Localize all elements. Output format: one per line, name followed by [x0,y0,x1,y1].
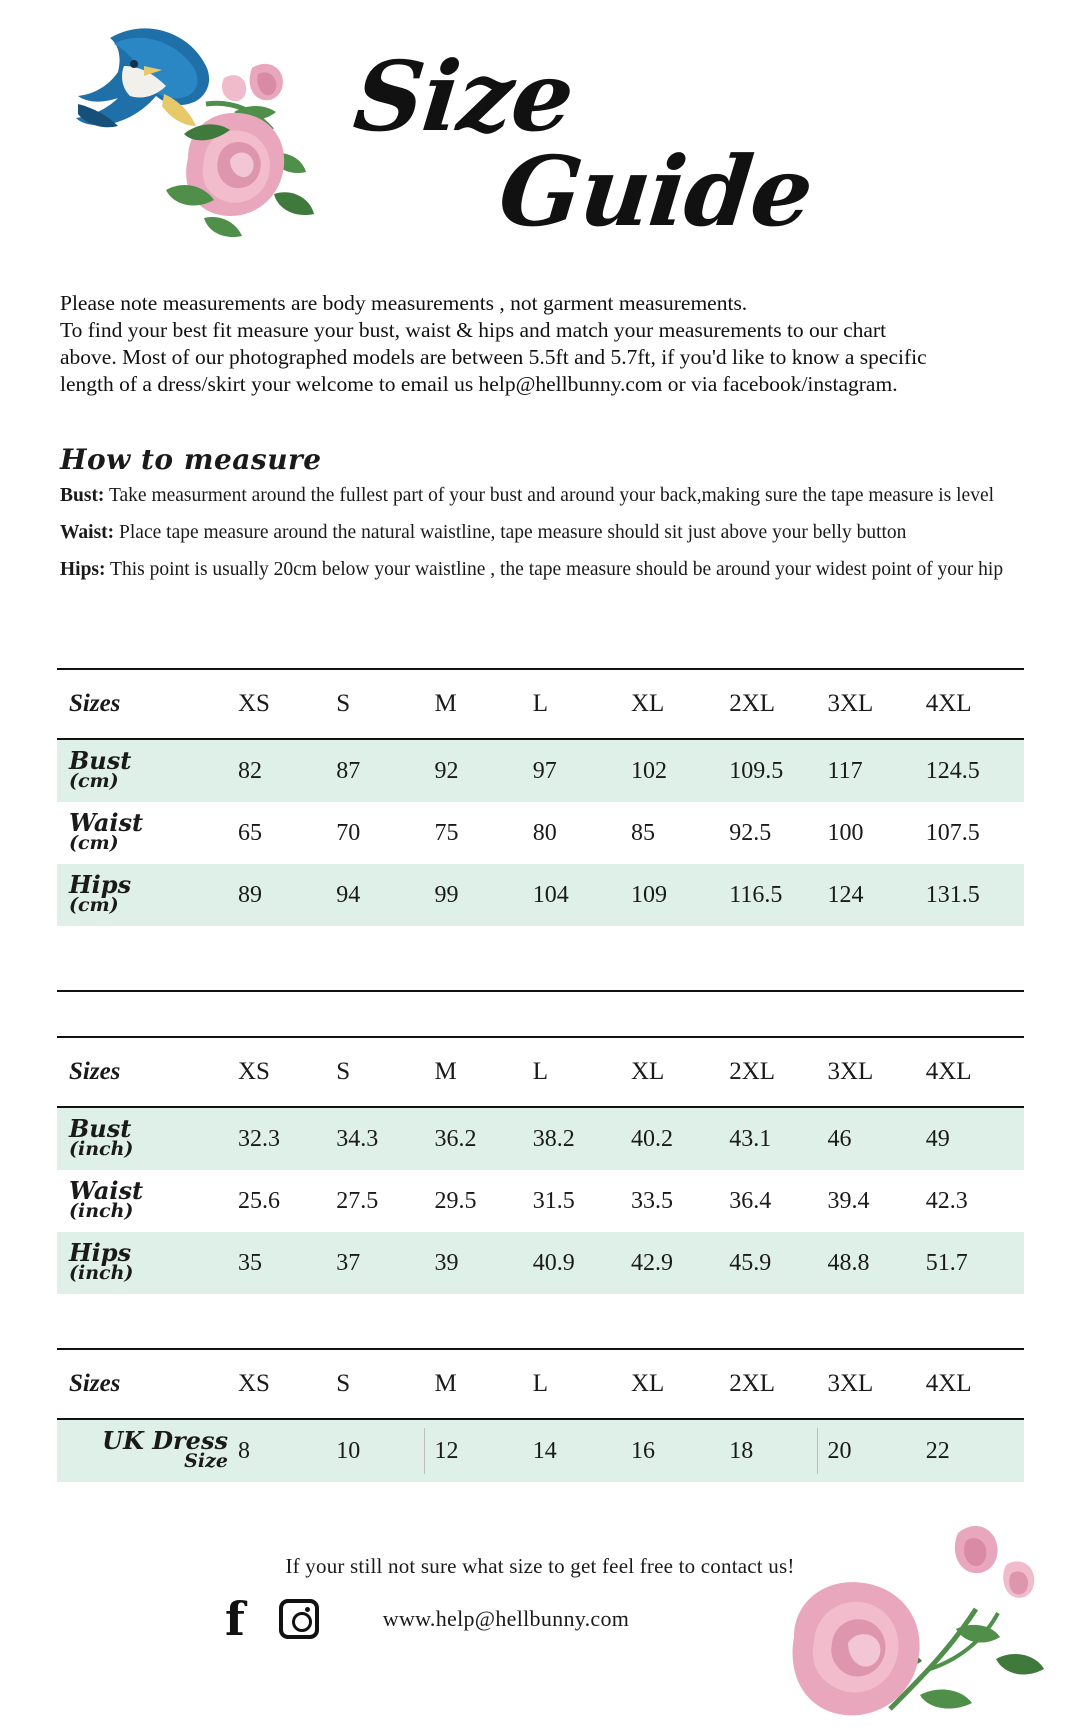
cell-waist-cm-3xl: 100 [827,819,864,846]
size-table-uk [57,1348,1024,1482]
cell-hips-inch-s: 37 [336,1249,361,1276]
cell-uk-l: 14 [532,1437,557,1464]
measure-waist-row [60,520,1035,545]
bird-and-rose-icon [38,8,318,258]
table-row [57,1107,1024,1170]
cell-bust-cm-xl: 102 [630,757,667,784]
col-header-l: L [533,1037,631,1107]
col-header-l: L [533,669,631,739]
table-title-sizes: Sizes [57,1349,238,1419]
col-header-3xl: 3XL [827,1349,925,1419]
table-header-row [57,1349,1024,1419]
table-row [57,1419,1024,1482]
cell-uk-4xl: 22 [925,1437,950,1464]
cell-bust-cm-3xl: 117 [827,757,863,784]
cell-uk-xs: 8 [237,1437,250,1464]
cell-waist-inch-m: 29.5 [434,1187,477,1214]
cell-hips-inch-xs: 35 [237,1249,262,1276]
cell-hips-cm-xs: 89 [237,881,262,908]
cell-bust-inch-l: 38.2 [532,1125,575,1152]
intro-line-3: above. Most of our photographed models are between 5.5ft and 5.7ft, if you'd like to know a specific [60,345,927,369]
size-table-inch [57,1036,1024,1294]
measure-bust-label: Bust: [60,485,105,506]
col-header-xl: XL [631,1349,729,1419]
cell-waist-cm-2xl: 92.5 [729,819,772,846]
cell-waist-cm-xl: 85 [630,819,655,846]
header [0,0,1080,280]
col-header-s: S [336,1349,434,1419]
cell-hips-inch-2xl: 45.9 [729,1249,772,1276]
cell-hips-cm-s: 94 [336,881,361,908]
col-header-s: S [336,1037,434,1107]
footer-email[interactable]: www.help@hellbunny.com [382,1606,630,1631]
table-header-row [57,1037,1024,1107]
cell-bust-inch-xs: 32.3 [237,1125,280,1152]
size-table-cm [57,668,1024,926]
row-label-hips-cm: Hips (cm) [69,870,132,916]
cell-uk-3xl: 20 [827,1419,925,1482]
intro-line-2: To find your best fit measure your bust, waist & hips and match your measurements to our chart [60,318,887,342]
cell-bust-inch-s: 34.3 [336,1125,379,1152]
cell-hips-cm-m: 99 [434,881,459,908]
cell-hips-inch-4xl: 51.7 [925,1249,968,1276]
measure-waist-label: Waist: [60,522,115,543]
cell-waist-cm-s: 70 [336,819,361,846]
footer-contact-line: If your still not sure what size to get feel free to contact us! [285,1554,795,1578]
col-header-3xl: 3XL [827,1037,925,1107]
cell-hips-cm-3xl: 124 [827,881,864,908]
page-title-guide: Guide [494,135,818,248]
table-title-sizes: Sizes [57,1037,238,1107]
cell-waist-inch-3xl: 39.4 [827,1187,870,1214]
rose-icon [770,1509,1050,1724]
cell-waist-cm-xs: 65 [237,819,262,846]
social-row [225,1592,630,1646]
row-label-waist-cm: Waist (cm) [69,808,144,854]
cell-waist-cm-l: 80 [532,819,557,846]
page-title-size: Size [349,40,579,153]
table-row [57,864,1024,926]
cell-waist-inch-4xl: 42.3 [925,1187,968,1214]
cell-bust-inch-m: 36.2 [434,1125,477,1152]
how-to-measure-heading: How to measure [60,443,322,476]
cell-waist-inch-xl: 33.5 [630,1187,673,1214]
row-label-uk-dress-size: UK Dress Size [102,1426,228,1472]
row-label-bust-inch: Bust (inch) [69,1114,134,1160]
measure-hips-row [60,557,1035,582]
cell-hips-inch-3xl: 48.8 [827,1249,870,1276]
cell-waist-inch-l: 31.5 [532,1187,575,1214]
row-label-bust-cm: Bust (cm) [69,746,132,792]
col-header-xl: XL [631,669,729,739]
col-header-4xl: 4XL [926,1349,1024,1419]
col-header-m: M [434,1037,532,1107]
cell-hips-cm-2xl: 116.5 [729,881,783,908]
col-header-4xl: 4XL [926,669,1024,739]
col-header-2xl: 2XL [729,669,827,739]
col-header-l: L [533,1349,631,1419]
col-header-xs: XS [238,1037,336,1107]
measure-waist-text: Place tape measure around the natural waistline, tape measure should sit just above your belly button [114,522,907,543]
facebook-icon[interactable]: f [225,1592,245,1646]
cell-hips-inch-l: 40.9 [532,1249,575,1276]
col-header-3xl: 3XL [827,669,925,739]
row-label-waist-inch: Waist (inch) [69,1176,144,1222]
cell-uk-s: 10 [336,1437,361,1464]
row-label-hips-inch: Hips (inch) [69,1238,134,1284]
cell-bust-cm-s: 87 [336,757,361,784]
how-to-measure-list [60,483,1035,594]
col-header-m: M [434,669,532,739]
cell-uk-2xl: 18 [729,1437,754,1464]
measure-hips-text: This point is usually 20cm below your waistline , the tape measure should be around your widest point of your hip [105,559,1004,580]
cell-uk-m: 12 [434,1419,532,1482]
col-header-s: S [336,669,434,739]
title-block [349,40,825,248]
table-header-row [57,669,1024,739]
col-header-2xl: 2XL [729,1349,827,1419]
cell-bust-cm-xs: 82 [237,757,262,784]
section-divider [57,990,1024,992]
measure-bust-row [60,483,1035,508]
cell-bust-inch-4xl: 49 [925,1125,950,1152]
cell-waist-cm-4xl: 107.5 [925,819,980,846]
cell-hips-cm-4xl: 131.5 [925,881,980,908]
measure-bust-text: Take measurment around the fullest part of your bust and around your back,making sure the tape measure is level [104,485,995,506]
cell-bust-cm-l: 97 [532,757,557,784]
col-header-2xl: 2XL [729,1037,827,1107]
table-title-sizes: Sizes [57,669,238,739]
cell-bust-inch-3xl: 46 [827,1125,852,1152]
cell-waist-inch-s: 27.5 [336,1187,379,1214]
cell-waist-inch-xs: 25.6 [237,1187,280,1214]
col-header-xs: XS [238,669,336,739]
col-header-xs: XS [238,1349,336,1419]
cell-hips-cm-xl: 109 [630,881,667,908]
cell-bust-inch-xl: 40.2 [630,1125,673,1152]
cell-uk-xl: 16 [630,1437,655,1464]
cell-bust-inch-2xl: 43.1 [729,1125,772,1152]
cell-hips-inch-m: 39 [434,1249,459,1276]
cell-bust-cm-2xl: 109.5 [729,757,784,784]
cell-bust-cm-4xl: 124.5 [925,757,980,784]
intro-line-1: Please note measurements are body measurements , not garment measurements. [60,291,748,315]
table-row [57,1170,1024,1232]
intro-paragraph [60,290,1035,398]
cell-hips-cm-l: 104 [532,881,569,908]
table-row [57,1232,1024,1294]
cell-hips-inch-xl: 42.9 [630,1249,673,1276]
col-header-4xl: 4XL [926,1037,1024,1107]
table-row [57,802,1024,864]
cell-waist-cm-m: 75 [434,819,459,846]
measure-hips-label: Hips: [60,559,106,580]
col-header-m: M [434,1349,532,1419]
instagram-icon[interactable] [279,1599,319,1639]
col-header-xl: XL [631,1037,729,1107]
cell-waist-inch-2xl: 36.4 [729,1187,772,1214]
table-row [57,739,1024,802]
intro-line-4: length of a dress/skirt your welcome to email us help@hellbunny.com or via facebook/instagram. [60,372,898,396]
cell-bust-cm-m: 92 [434,757,459,784]
